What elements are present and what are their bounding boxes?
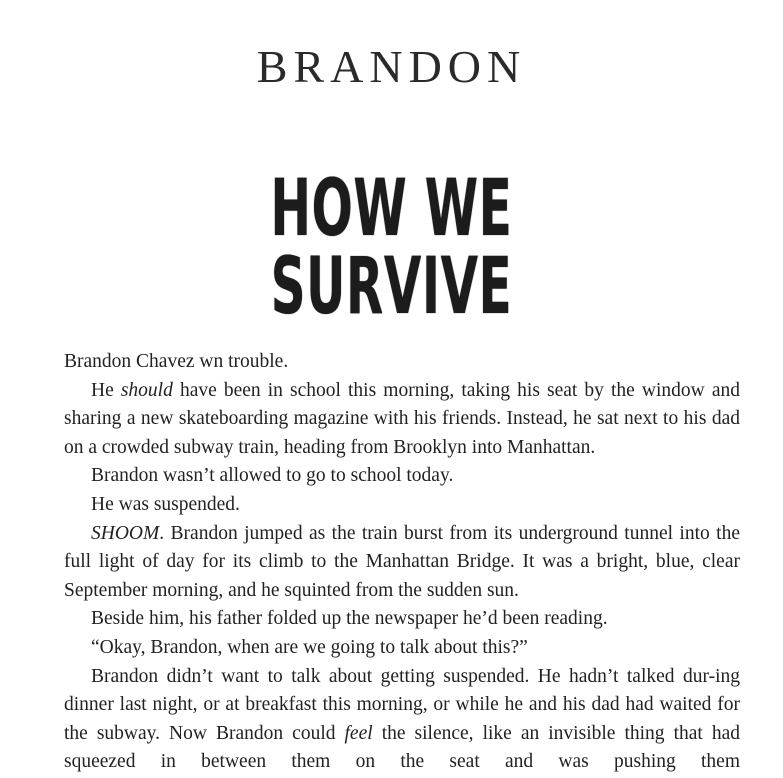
chapter-title: HOW WE SURVIVE <box>270 164 513 332</box>
text-run: . Brandon jumped as the train burst from its underground tunnel into the full light of day for its climb to the Manhattan Bridge. It was a bright, blue, clear September morning, and he squinted from the sudden sun. <box>64 522 740 601</box>
text-run: the silence, like an invisible thing that had squeezed in between them on the seat and was pushing them <box>64 722 740 773</box>
text-run: have been in school this morning, taking his seat by the window and sharing a new skateboarding magazine with his friends. Instead, he sat next to his dad on a crowded subway train, heading from Brooklyn into Manhattan. <box>64 379 740 458</box>
text-run: Brandon didn’t want to talk about getting suspended. He hadn’t talked dur-ing dinner last night, or at breakfast this morning, or while he and his dad had waited for the subway. Now Brandon could <box>64 665 740 744</box>
paragraph <box>64 605 740 634</box>
paragraph <box>64 663 740 777</box>
text-run: Beside him, his father folded up the newspaper he’d been reading. <box>91 608 608 630</box>
paragraph <box>64 377 740 463</box>
italic-text: should <box>120 379 173 401</box>
paragraph <box>64 491 740 520</box>
paragraph <box>64 634 740 663</box>
paragraph <box>64 348 740 377</box>
text-run: He <box>91 379 121 401</box>
text-run: “Okay, Brandon, when are we going to talk about this?” <box>91 636 528 658</box>
paragraph <box>64 462 740 491</box>
italic-text: feel <box>344 722 373 744</box>
text-run: He was suspended. <box>91 493 240 515</box>
italic-text: SHOOM <box>91 522 160 544</box>
character-name-heading: BRANDON <box>256 41 527 92</box>
paragraph <box>64 520 740 606</box>
text-run: Brandon Chavez wn trouble. <box>64 351 289 372</box>
text-run: Brandon wasn’t allowed to go to school today. <box>91 465 454 487</box>
body-text <box>64 348 740 777</box>
